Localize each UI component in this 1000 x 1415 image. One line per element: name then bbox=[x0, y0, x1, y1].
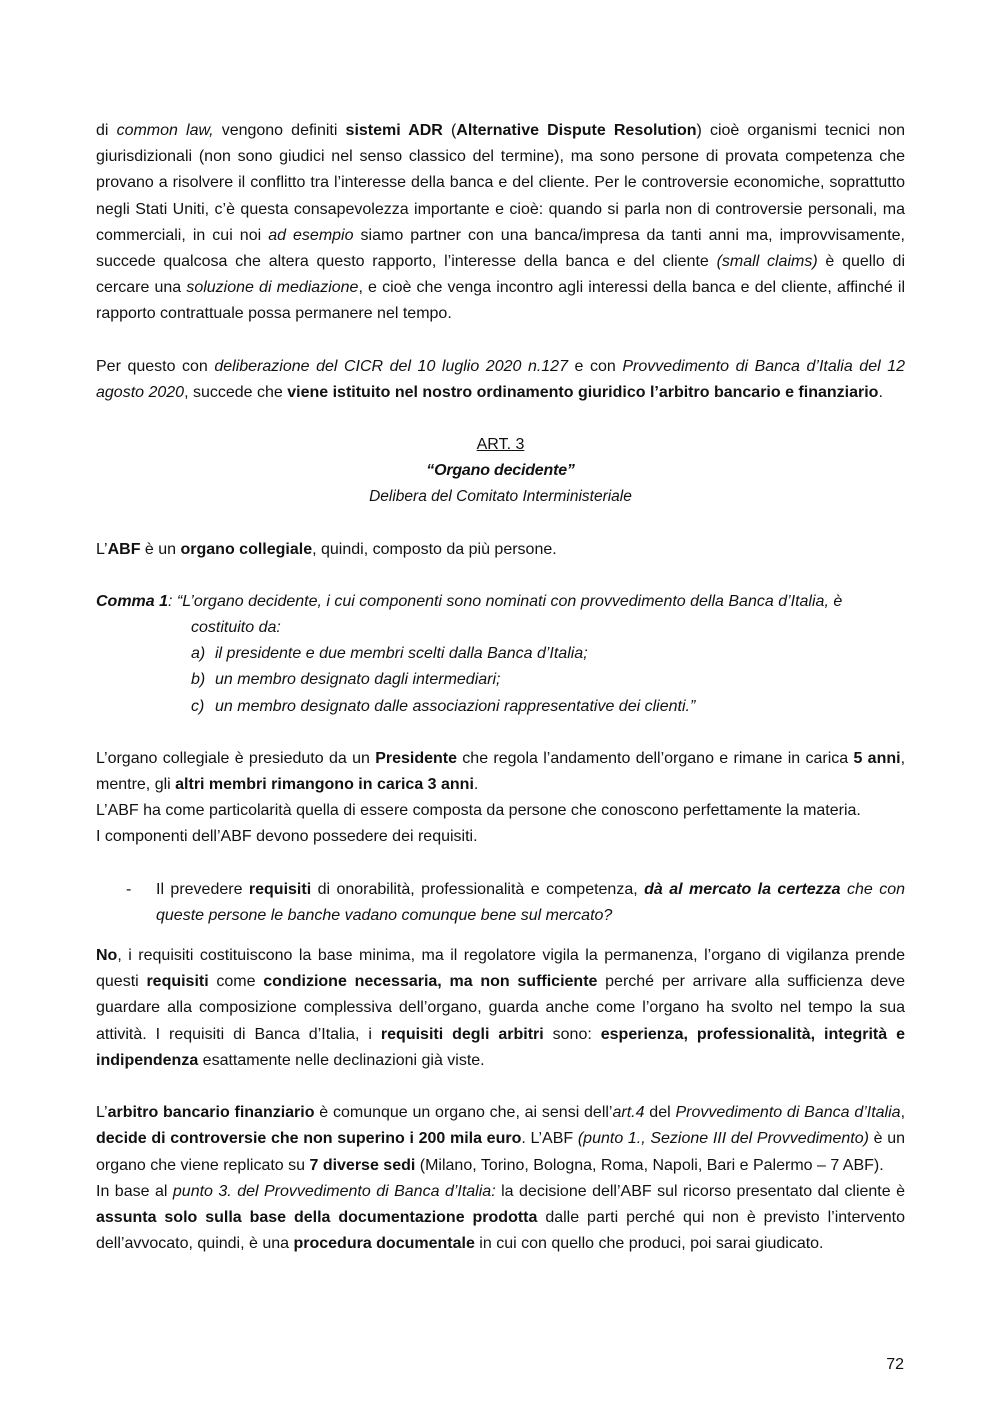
text-run: , bbox=[900, 1104, 906, 1122]
text-run: di onorabilità, professionalità e competenza, bbox=[311, 880, 645, 898]
text-run: che regola l’andamento dell’organo e rimane in carica bbox=[457, 749, 854, 767]
text-run-bold: sistemi ADR bbox=[345, 122, 443, 139]
text-run-bold: requisiti bbox=[146, 973, 209, 991]
article-heading bbox=[96, 432, 905, 511]
text-run: . L’ABF bbox=[521, 1130, 578, 1148]
text-run: e con bbox=[567, 357, 623, 375]
list-item bbox=[191, 641, 905, 667]
list-item bbox=[191, 694, 905, 720]
text-run: , e cioè che venga incontro agli interessi della banca e del cliente, affinché il rapporto contrattuale possa permanere nel tempo. bbox=[96, 279, 905, 323]
text-run: in cui con quello che produci, poi sarai giudicato. bbox=[474, 1235, 824, 1253]
text-run-bold: viene istituito nel nostro ordinamento giuridico l’arbitro bancario e finanziario bbox=[287, 383, 879, 401]
text-run: sono: bbox=[543, 1025, 601, 1043]
text-run-italic: soluzione di mediazione bbox=[186, 279, 359, 297]
text-run-bold-italic: dà al mercato la certezza bbox=[644, 880, 841, 898]
paragraph-procedura bbox=[96, 1179, 905, 1258]
text-run-italic: deliberazione del CICR del 10 luglio 2020 n.127 bbox=[214, 357, 568, 375]
comma-list bbox=[96, 641, 905, 720]
text-run: di bbox=[96, 122, 117, 139]
list-item-letter: a) bbox=[191, 645, 206, 663]
paragraph-no-requisiti bbox=[96, 943, 905, 1074]
text-run: Per questo con bbox=[96, 357, 215, 375]
text-run-italic: common law, bbox=[116, 122, 214, 139]
comma-intro-cont bbox=[96, 615, 905, 641]
paragraph-particolarita: L’ABF ha come particolarità quella di essere composta da persone che conoscono perfettamente la materia. bbox=[96, 802, 861, 820]
text-run: come bbox=[208, 973, 264, 991]
text-run-italic: art.4 bbox=[612, 1104, 645, 1122]
text-run-bold: Alternative Dispute Resolution bbox=[456, 122, 697, 139]
text-run-bold: 7 diverse sedi bbox=[309, 1156, 416, 1174]
text-run: Il prevedere bbox=[156, 880, 249, 898]
text-run: vengono definiti bbox=[213, 122, 346, 139]
page-number: 72 bbox=[886, 1356, 904, 1373]
comma-quote bbox=[96, 589, 905, 720]
text-run-bold: arbitro bancario finanziario bbox=[107, 1104, 315, 1122]
list-item-letter: c) bbox=[191, 697, 205, 715]
text-run: ) cioè organismi tecnici non giurisdizionali (non sono giudici nel senso classico del termine), ma sono persone di provata competenza che provano a risolvere il conflitto tra l’interesse della banca e del cliente. Per le controversie economiche, soprattutto negli Stati Uniti, c’è questa consapevolezza importante e cioè: quando si parla non di controversie personali, ma commerciali, in cui noi bbox=[96, 122, 906, 244]
text-run: la decisione dell’ABF sul ricorso presentato dal cliente è bbox=[495, 1182, 906, 1200]
text-run-italic: (small claims) bbox=[716, 253, 818, 271]
text-run-bold: altri membri rimangono in carica 3 anni bbox=[175, 776, 474, 794]
paragraph-adr bbox=[96, 118, 905, 328]
text-run-italic: Provvedimento di Banca d’Italia del 12 agosto 2020 bbox=[96, 357, 905, 401]
paragraph-requisiti: I componenti dell’ABF devono possedere dei requisiti. bbox=[96, 828, 478, 846]
text-run: è un organo che viene replicato su bbox=[96, 1130, 906, 1174]
comma-label: Comma 1 bbox=[96, 592, 169, 610]
text-run: L’ bbox=[96, 1104, 108, 1122]
text-run-bold: requisiti degli arbitri bbox=[380, 1025, 544, 1043]
bullet-text bbox=[156, 877, 905, 929]
text-run: siamo partner con una banca/impresa da tanti anni ma, improvvisamente, succede qualcosa che altera questo rapporto, l’interesse della banca e del cliente bbox=[96, 226, 905, 271]
paragraph-presidente bbox=[96, 746, 905, 798]
text-run: . bbox=[878, 383, 883, 401]
text-run-bold: assunta solo sulla base della documentazione prodotta bbox=[96, 1208, 538, 1226]
text-run: è un bbox=[140, 540, 181, 558]
document-body bbox=[96, 118, 905, 1257]
text-run: del bbox=[644, 1104, 676, 1122]
text-run-italic: che con queste persone le banche vadano comunque bene sul mercato? bbox=[156, 880, 906, 924]
article-subtitle: “Organo decidente” bbox=[426, 462, 575, 480]
list-item bbox=[191, 667, 905, 693]
text-run: (Milano, Torino, Bologna, Roma, Napoli, Bari e Palermo – 7 ABF). bbox=[415, 1156, 884, 1174]
text-run: perché per arrivare alla sufficienza deve guardare alla composizione complessiva dell’organo, guarda anche come l’organo ha svolto nel tempo la sua attività. I requisiti di Banca d’Italia, i bbox=[96, 973, 906, 1043]
dash-marker: - bbox=[126, 880, 132, 898]
text-run: L’ bbox=[96, 540, 108, 558]
text-run: , i requisiti costituiscono la base minima, ma il regolatore vigila la permanenza, l’organo di vigilanza prende questi bbox=[96, 947, 905, 991]
article-title: ART. 3 bbox=[476, 436, 525, 454]
list-item-text: un membro designato dalle associazioni rappresentative dei clienti.” bbox=[215, 697, 696, 715]
text-run-italic: ad esempio bbox=[268, 226, 354, 244]
text-run: , succede che bbox=[184, 383, 288, 401]
text-run: , mentre, gli bbox=[96, 749, 906, 794]
comma-intro bbox=[96, 589, 905, 615]
text-run: , quindi, composto da più persone. bbox=[312, 540, 557, 558]
paragraph-arbitro bbox=[96, 1100, 905, 1179]
text-run: ( bbox=[442, 122, 457, 139]
text-run-bold: decide di controversie che non superino i 200 mila euro bbox=[96, 1130, 522, 1148]
text-run: In base al bbox=[96, 1182, 173, 1200]
text-run: . bbox=[473, 776, 479, 794]
paragraph-cicr bbox=[96, 354, 905, 406]
list-item-letter: b) bbox=[191, 671, 206, 689]
text-run-italic: punto 3. del Provvedimento di Banca d’Italia: bbox=[172, 1182, 496, 1200]
text-run: dalle parti perché qui non è previsto l’intervento dell’avvocato, quindi, è una bbox=[96, 1208, 905, 1253]
text-run: L’organo collegiale è presieduto da un bbox=[96, 749, 376, 767]
text-run-bold: requisiti bbox=[248, 880, 312, 898]
text-run-bold: procedura documentale bbox=[293, 1235, 475, 1253]
text-run-bold: organo collegiale bbox=[180, 540, 313, 558]
text-run: esattamente nelle declinazioni già viste. bbox=[198, 1051, 485, 1069]
comma-intro-text-cont: costituito da: bbox=[191, 619, 281, 637]
text-run: è quello di cercare una bbox=[96, 253, 906, 297]
text-run: è comunque un organo che, ai sensi dell’ bbox=[314, 1104, 613, 1122]
text-run-italic: (punto 1., Sezione III del Provvedimento) bbox=[577, 1130, 869, 1148]
paragraph-abf-intro bbox=[96, 537, 905, 563]
text-run-bold: esperienza, professionalità, integrità e indipendenza bbox=[96, 1025, 905, 1069]
text-run-bold: Presidente bbox=[375, 749, 457, 767]
text-run-bold: No bbox=[96, 947, 118, 965]
text-run-bold: condizione necessaria, ma non sufficiente bbox=[263, 973, 598, 991]
list-item-text: un membro designato dagli intermediari; bbox=[215, 671, 501, 689]
comma-intro-text: : “L’organo decidente, i cui componenti sono nominati con provvedimento della Banca d’Italia, è bbox=[168, 592, 843, 610]
article-caption: Delibera del Comitato Interministeriale bbox=[369, 488, 632, 506]
bullet-question bbox=[96, 877, 905, 929]
text-run-bold: ABF bbox=[107, 540, 141, 558]
text-run-italic: Provvedimento di Banca d’Italia bbox=[675, 1104, 901, 1122]
list-item-text: il presidente e due membri scelti dalla Banca d’Italia; bbox=[215, 645, 588, 663]
text-run-bold: 5 anni bbox=[853, 749, 901, 767]
